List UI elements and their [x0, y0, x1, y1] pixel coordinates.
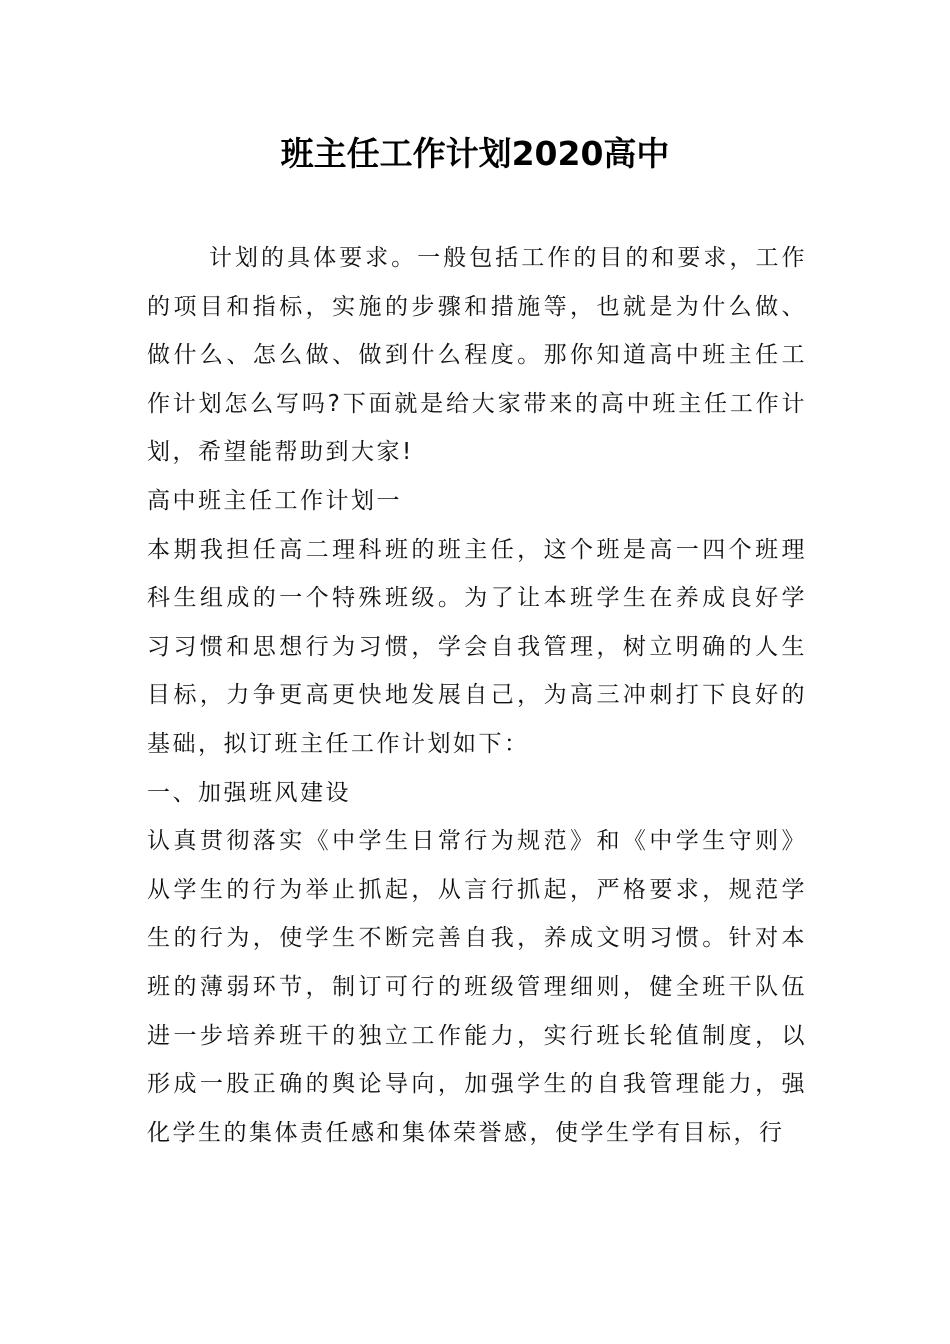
section-heading-plan-one: 高中班主任工作计划一: [147, 487, 402, 514]
plan-intro-paragraph: 本期我担任高二理科班的班主任，这个班是高一四个班理科生组成的一个特殊班级。为了让本班学生在养成良好学习习惯和思想行为习惯，学会自我管理，树立明确的人生目标，力争更高更快地发展自己，为高三冲刺打下良好的基础，拟订班主任工作计划如下：: [147, 536, 807, 757]
intro-paragraph: 计划的具体要求。一般包括工作的目的和要求，工作的项目和指标，实施的步骤和措施等，也就是为什么做、做什么、怎么做、做到什么程度。那你知道高中班主任工作计划怎么写吗?下面就是给大家带来的高中班主任工作计划，希望能帮助到大家!: [147, 245, 807, 466]
section-heading-class-style: 一、加强班风建设: [147, 779, 351, 806]
class-style-paragraph: 认真贯彻落实《中学生日常行为规范》和《中学生守则》从学生的行为举止抓起，从言行抓起，严格要求，规范学生的行为，使学生不断完善自我，养成文明习惯。针对本班的薄弱环节，制订可行的班级管理细则，健全班干队伍进一步培养班干的独立工作能力，实行班长轮值制度，以形成一股正确的舆论导向，加强学生的自我管理能力，强化学生的集体责任感和集体荣誉感，使学生学有目标，行: [147, 828, 807, 1146]
document-title: 班主任工作计划2020高中: [280, 134, 670, 173]
document-body: [147, 234, 807, 1157]
